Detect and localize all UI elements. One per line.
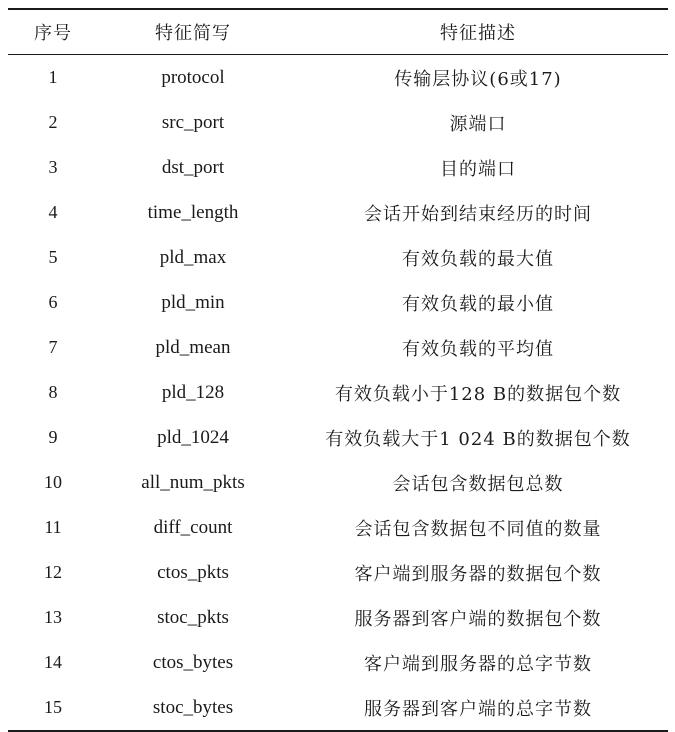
feature-abbreviation: dst_port xyxy=(161,156,225,178)
table-row xyxy=(8,595,668,640)
table-row xyxy=(8,460,668,505)
row-index: 6 xyxy=(48,292,58,312)
feature-table-container xyxy=(8,8,668,732)
header-row xyxy=(8,9,668,55)
feature-abbreviation: ctos_pkts xyxy=(157,561,229,583)
feature-abbreviation: time_length xyxy=(147,201,239,223)
feature-description: 会话包含数据包总数 xyxy=(392,473,564,495)
feature-abbreviation: stoc_bytes xyxy=(152,696,234,718)
feature-description: 有效负载小于128 B的数据包个数 xyxy=(334,383,622,405)
table-row xyxy=(8,235,668,280)
table-row xyxy=(8,100,668,145)
table-row xyxy=(8,550,668,595)
feature-abbreviation: stoc_pkts xyxy=(157,606,229,628)
table-row xyxy=(8,190,668,235)
feature-abbreviation: pld_min xyxy=(161,291,225,313)
feature-abbreviation: diff_count xyxy=(153,516,233,538)
table-row xyxy=(8,505,668,550)
feature-abbreviation: pld_max xyxy=(159,246,227,268)
feature-description: 传输层协议(6或17) xyxy=(394,68,562,90)
feature-abbreviation: pld_mean xyxy=(155,336,231,358)
feature-abbreviation: protocol xyxy=(161,66,225,88)
feature-description: 客户端到服务器的数据包个数 xyxy=(354,563,602,585)
feature-abbreviation: pld_1024 xyxy=(157,426,229,448)
feature-table xyxy=(8,8,668,732)
row-index: 7 xyxy=(48,337,58,357)
feature-description: 源端口 xyxy=(449,113,507,135)
header-description: 特征描述 xyxy=(440,23,516,44)
table-row xyxy=(8,640,668,685)
table-row xyxy=(8,55,668,101)
table-row xyxy=(8,280,668,325)
row-index: 2 xyxy=(48,112,58,132)
table-row xyxy=(8,370,668,415)
feature-abbreviation: all_num_pkts xyxy=(141,471,245,493)
row-index: 15 xyxy=(44,697,62,717)
table-row xyxy=(8,415,668,460)
table-row xyxy=(8,685,668,731)
feature-description: 会话开始到结束经历的时间 xyxy=(364,203,592,225)
header-abbreviation: 特征简写 xyxy=(155,23,231,44)
feature-abbreviation: ctos_bytes xyxy=(152,651,234,673)
feature-description: 有效负载的最小值 xyxy=(402,293,554,315)
feature-abbreviation: pld_128 xyxy=(161,381,225,403)
feature-description: 有效负载的平均值 xyxy=(402,338,554,360)
row-index: 1 xyxy=(48,67,58,87)
feature-description: 目的端口 xyxy=(440,158,516,180)
feature-description: 有效负载的最大值 xyxy=(402,248,554,270)
row-index: 3 xyxy=(48,157,58,177)
row-index: 11 xyxy=(44,517,62,537)
row-index: 5 xyxy=(48,247,58,267)
row-index: 8 xyxy=(48,382,58,402)
feature-description: 有效负载大于1 024 B的数据包个数 xyxy=(325,428,631,450)
feature-description: 服务器到客户端的总字节数 xyxy=(364,698,592,720)
table-row xyxy=(8,325,668,370)
row-index: 9 xyxy=(48,427,58,447)
row-index: 14 xyxy=(44,652,62,672)
table-row xyxy=(8,145,668,190)
row-index: 13 xyxy=(44,607,62,627)
feature-description: 客户端到服务器的总字节数 xyxy=(364,653,592,675)
row-index: 4 xyxy=(48,202,58,222)
header-index: 序号 xyxy=(34,23,72,44)
feature-abbreviation: src_port xyxy=(161,111,225,133)
table-header xyxy=(8,9,668,55)
row-index: 12 xyxy=(44,562,62,582)
feature-description: 会话包含数据包不同值的数量 xyxy=(354,518,602,540)
table-body xyxy=(8,55,668,732)
feature-description: 服务器到客户端的数据包个数 xyxy=(354,608,602,630)
row-index: 10 xyxy=(44,472,62,492)
